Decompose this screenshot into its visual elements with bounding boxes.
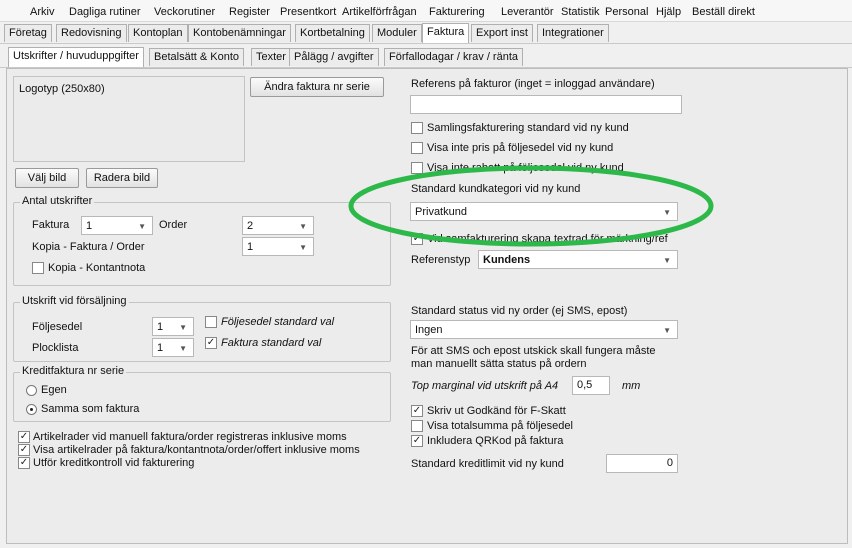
menu-presentkort[interactable]: Presentkort [280, 6, 337, 18]
menu-statistik[interactable]: Statistik [561, 6, 600, 18]
foljesedel-standard-label: Följesedel standard val [221, 316, 335, 328]
kontantnota-checkbox[interactable] [32, 262, 44, 274]
chevron-down-icon: ▼ [179, 344, 187, 353]
foljesedel-select[interactable] [152, 317, 194, 336]
kreditlimit-label: Standard kreditlimit vid ny kund [411, 458, 564, 470]
radio-egen[interactable] [26, 385, 37, 396]
faktura-standard-label: Faktura standard val [221, 337, 322, 349]
foljesedel-standard-checkbox[interactable] [205, 316, 217, 328]
kreditlimit-input[interactable]: 0 [606, 454, 678, 473]
logo-box [13, 76, 245, 162]
radio-samma-som-faktura[interactable] [26, 404, 37, 415]
main-tab-bar [0, 22, 852, 44]
highlight-ellipse [340, 160, 722, 252]
credit-invoice-title: Kreditfaktura nr serie [22, 365, 125, 377]
foljesedel-value: 1 [157, 321, 164, 333]
top-marginal-unit: mm [622, 380, 641, 392]
chevron-down-icon: ▼ [299, 222, 307, 231]
sale-print-title: Utskrift vid försäljning [22, 295, 127, 307]
subtab-utskrifter[interactable]: Utskrifter / huvuduppgifter [8, 47, 144, 67]
choose-image-button[interactable]: Välj bild [15, 168, 79, 188]
status-label: Standard status vid ny order (ej SMS, epost) [411, 305, 628, 317]
plocklista-value: 1 [157, 342, 164, 354]
plocklista-label: Plocklista [32, 342, 79, 354]
chevron-down-icon: ▼ [663, 326, 671, 335]
faktura-count-label: Faktura [32, 219, 70, 231]
faktura-count-select[interactable] [81, 216, 153, 235]
chevron-down-icon: ▼ [663, 256, 671, 265]
tab-redovisning[interactable]: Redovisning [56, 24, 127, 42]
kundkategori-label: Standard kundkategori vid ny kund [411, 183, 581, 195]
menu-register[interactable]: Register [229, 6, 270, 18]
referens-input[interactable] [410, 95, 682, 114]
plocklista-select[interactable] [152, 338, 194, 357]
samlingsfakturering-label: Samlingsfakturering standard vid ny kund [427, 122, 629, 134]
chevron-down-icon: ▼ [299, 243, 307, 252]
kopia-count-select[interactable] [242, 237, 314, 256]
qrkod-checkbox[interactable]: ✓ [412, 435, 422, 446]
highlight-ellipse-shape [351, 168, 711, 244]
print-count-title: Antal utskrifter [22, 195, 93, 207]
visa-inte-pris-label: Visa inte pris på följesedel vid ny kund [427, 142, 614, 154]
chevron-down-icon: ▼ [663, 208, 671, 217]
menu-bestall-direkt[interactable]: Beställ direkt [692, 6, 755, 18]
menu-personal[interactable]: Personal [605, 6, 649, 18]
visa-inte-rabatt-label: Visa inte rabatt på följesedel vid ny kund [427, 162, 624, 174]
incl-moms-manual-label: Artikelrader vid manuell faktura/order registreras inklusive moms [33, 431, 347, 443]
incl-moms-manual-checkbox[interactable]: ✓ [19, 431, 29, 442]
tab-kontoplan[interactable]: Kontoplan [128, 24, 188, 42]
radio-egen-label: Egen [41, 384, 67, 396]
tab-moduler[interactable]: Moduler [372, 24, 422, 42]
status-select[interactable] [410, 320, 678, 339]
menu-leverantor[interactable]: Leverantör [501, 6, 554, 18]
status-value: Ingen [415, 324, 443, 336]
visa-incl-moms-checkbox[interactable]: ✓ [19, 444, 29, 455]
top-marginal-input[interactable]: 0,5 [572, 376, 610, 395]
menu-bar [0, 0, 852, 22]
referenstyp-label: Referenstyp [411, 254, 471, 266]
tab-kortbetalning[interactable]: Kortbetalning [295, 24, 370, 42]
samfakturering-checkbox[interactable]: ✓ [412, 233, 422, 244]
kopia-count-value: 1 [247, 241, 254, 253]
menu-arkiv[interactable]: Arkiv [30, 6, 55, 18]
samlingsfakturering-checkbox[interactable] [411, 122, 423, 134]
totalsumma-checkbox[interactable] [411, 420, 423, 432]
f-skatt-checkbox[interactable]: ✓ [412, 405, 422, 416]
sms-note-line2: man manuellt sätta status på ordern [411, 358, 587, 370]
faktura-standard-checkbox[interactable]: ✓ [206, 337, 216, 348]
visa-inte-pris-checkbox[interactable] [411, 142, 423, 154]
tab-export-inst[interactable]: Export inst [471, 24, 533, 42]
subtab-texter[interactable]: Texter [251, 48, 291, 66]
f-skatt-label: Skriv ut Godkänd för F-Skatt [427, 405, 566, 417]
chevron-down-icon: ▼ [179, 323, 187, 332]
sms-note-line1: För att SMS och epost utskick skall fungera måste [411, 345, 656, 357]
menu-hjalp[interactable]: Hjälp [656, 6, 682, 18]
logo-label: Logotyp (250x80) [19, 83, 105, 95]
delete-image-button[interactable]: Radera bild [86, 168, 158, 188]
totalsumma-label: Visa totalsumma på följesedel [427, 420, 573, 432]
chevron-down-icon: ▼ [138, 222, 146, 231]
visa-incl-moms-label: Visa artikelrader på faktura/kontantnota/order/offert inklusive moms [33, 444, 360, 456]
sub-tab-bar [0, 46, 852, 68]
order-count-label: Order [159, 219, 188, 231]
subtab-betalsatt-konto[interactable]: Betalsätt & Konto [149, 48, 244, 66]
subtab-forfallodagar[interactable]: Förfallodagar / krav / ränta [384, 48, 523, 66]
change-invoice-series-button[interactable]: Ändra faktura nr serie [250, 77, 384, 97]
referens-label: Referens på fakturor (inget = inloggad användare) [411, 78, 655, 90]
menu-veckorutiner[interactable]: Veckorutiner [154, 6, 216, 18]
order-count-select[interactable] [242, 216, 314, 235]
qrkod-label: Inkludera QRKod på faktura [427, 435, 564, 447]
samfakturering-label: Vid samfakturering skapa textrad för märkning/ref [427, 233, 668, 245]
subtab-palagg-avgifter[interactable]: Pålägg / avgifter [289, 48, 379, 66]
tab-integrationer[interactable]: Integrationer [537, 24, 609, 42]
tab-foretag[interactable]: Företag [4, 24, 52, 42]
referenstyp-select[interactable] [478, 250, 678, 269]
tab-kontobenamningar[interactable]: Kontobenämningar [188, 24, 291, 42]
kreditkontroll-checkbox[interactable]: ✓ [19, 457, 29, 468]
menu-dagliga-rutiner[interactable]: Dagliga rutiner [69, 6, 141, 18]
kundkategori-value: Privatkund [415, 206, 467, 218]
menu-artikelforfragan[interactable]: Artikelförfrågan [342, 6, 417, 18]
kopia-count-label: Kopia - Faktura / Order [32, 241, 145, 253]
faktura-count-value: 1 [86, 220, 93, 232]
radio-samma-label: Samma som faktura [41, 403, 140, 415]
referenstyp-value: Kundens [483, 254, 531, 266]
kontantnota-label: Kopia - Kontantnota [48, 262, 146, 274]
order-count-value: 2 [247, 220, 254, 232]
menu-fakturering[interactable]: Fakturering [429, 6, 485, 18]
foljesedel-label: Följesedel [32, 321, 83, 333]
top-marginal-label: Top marginal vid utskrift på A4 [411, 380, 559, 392]
kreditkontroll-label: Utför kreditkontroll vid fakturering [33, 457, 195, 469]
tab-faktura[interactable]: Faktura [422, 23, 469, 43]
